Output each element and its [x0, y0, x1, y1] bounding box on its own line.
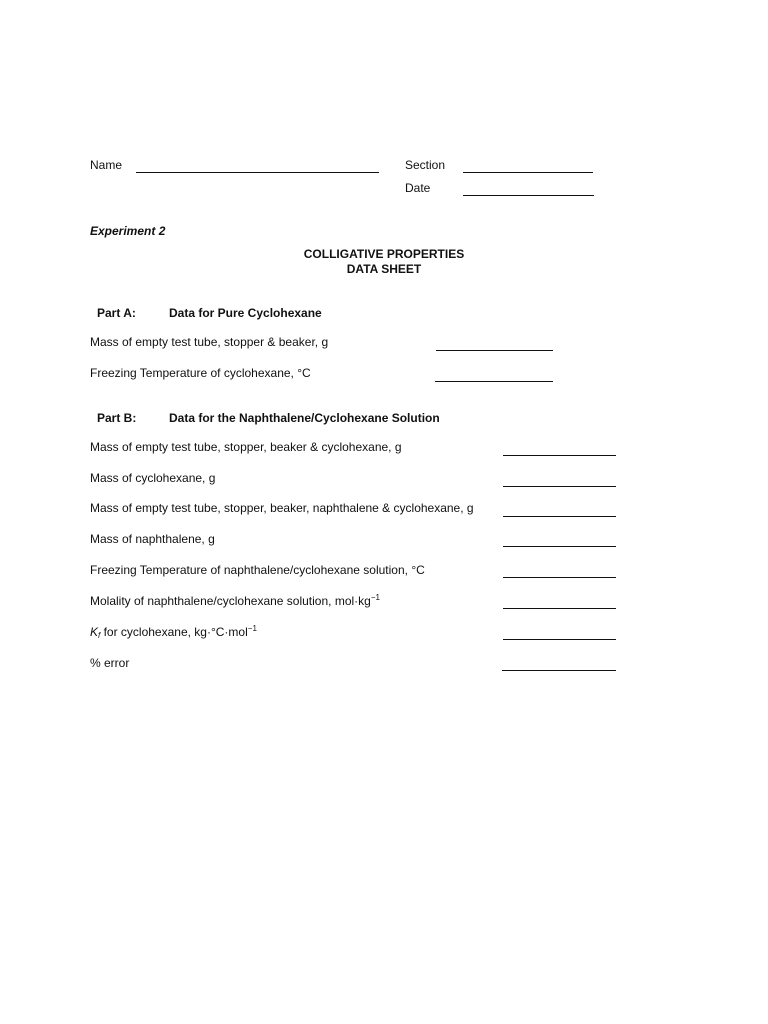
part-b-field-label: Mass of empty test tube, stopper, beaker, naphthalene & cyclohexane, g	[90, 501, 474, 515]
part-a-field-label: Freezing Temperature of cyclohexane, °C	[90, 366, 311, 380]
part-a-field-label: Mass of empty test tube, stopper & beaker, g	[90, 335, 329, 349]
part-b-field-label: Mass of empty test tube, stopper, beaker & cyclohexane, g	[90, 440, 402, 454]
experiment-label: Experiment 2	[90, 224, 166, 238]
molality-input[interactable]	[503, 608, 616, 609]
page-title: COLLIGATIVE PROPERTIES	[303, 247, 465, 261]
page-subtitle: DATA SHEET	[346, 262, 422, 276]
part-b-field-input[interactable]	[503, 577, 616, 578]
section-field[interactable]	[463, 172, 593, 173]
part-a-field-input[interactable]	[435, 381, 553, 382]
part-b-field-label: Mass of naphthalene, g	[90, 532, 215, 546]
molality-label: Molality of naphthalene/cyclohexane solution, $mol\cdot kg^{-1}$	[90, 593, 380, 608]
part-b-field-label: Freezing Temperature of naphthalene/cyclohexane solution, °C	[90, 563, 425, 577]
part-b-label: Part B:	[97, 411, 137, 425]
kf-input[interactable]	[503, 639, 616, 640]
part-b-field-label: Mass of cyclohexane, g	[90, 471, 216, 485]
part-b-field-input[interactable]	[503, 516, 616, 517]
part-b-field-input[interactable]	[503, 455, 616, 456]
part-b-field-input[interactable]	[503, 546, 616, 547]
part-a-heading: Data for Pure Cyclohexane	[169, 306, 322, 320]
name-field[interactable]	[136, 172, 379, 173]
part-a-label: Part A:	[97, 306, 136, 320]
date-label: Date	[405, 181, 431, 195]
kf-label: $K_f$ for cyclohexane, kg·°C·mol$^{-1}$	[90, 624, 257, 640]
part-a-field-input[interactable]	[436, 350, 553, 351]
date-field[interactable]	[463, 195, 594, 196]
percent-error-label: % error	[90, 656, 130, 670]
part-b-field-input[interactable]	[503, 486, 616, 487]
name-label: Name	[90, 158, 123, 172]
part-b-heading: Data for the Naphthalene/Cyclohexane Solution	[169, 411, 440, 425]
section-label: Section	[405, 158, 446, 172]
percent-error-input[interactable]	[502, 670, 616, 671]
